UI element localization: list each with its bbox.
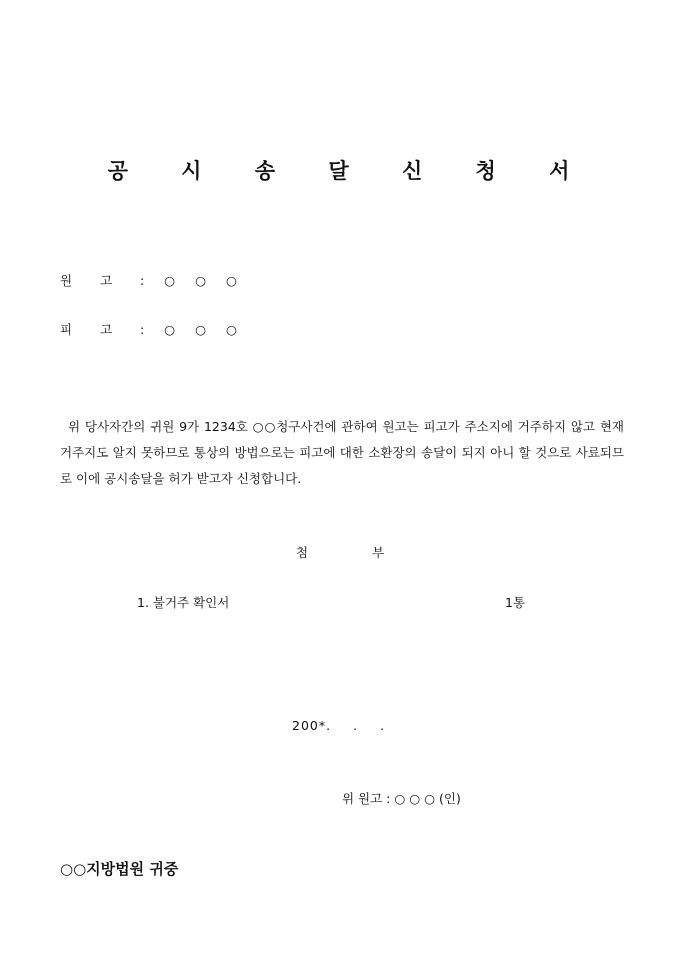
defendant-label: 피고	[60, 322, 141, 337]
date-year: 200*.	[292, 718, 332, 733]
attachment-item: 1. 불거주 확인서	[137, 595, 230, 610]
defendant-line	[60, 320, 245, 338]
attachment-heading-part-1: 첨	[296, 545, 309, 560]
defendant-value: : ○ ○ ○	[140, 322, 245, 337]
application-body: 위 당사자간의 귀원 9가 1234호 ○○청구사건에 관하여 원고는 피고가 주소지에 거주하지 않고 현재 거주지도 알지 못하므로 통상의 방법으로는 피고에 대한 소환장의 송달이 되지 아니 할 것으로 사료되므로 이에 공시송달을 허가 받고자 신청합니다.	[60, 419, 624, 486]
attachment-heading	[296, 543, 384, 561]
plaintiff-label: 원고	[60, 273, 141, 288]
filing-date	[292, 718, 385, 733]
plaintiff-value: : ○ ○ ○	[140, 273, 245, 288]
attachment-heading-part-2: 부	[372, 545, 385, 560]
date-day: .	[380, 718, 386, 733]
document-title: 공 시 송 달 신 청 서	[107, 158, 593, 183]
signer-line: 위 원고 : ○ ○ ○ (인)	[342, 791, 461, 806]
plaintiff-line	[60, 271, 245, 289]
date-month: .	[353, 718, 359, 733]
court-addressee: ○○지방법원 귀중	[60, 860, 179, 878]
attachment-count: 1통	[505, 595, 526, 610]
